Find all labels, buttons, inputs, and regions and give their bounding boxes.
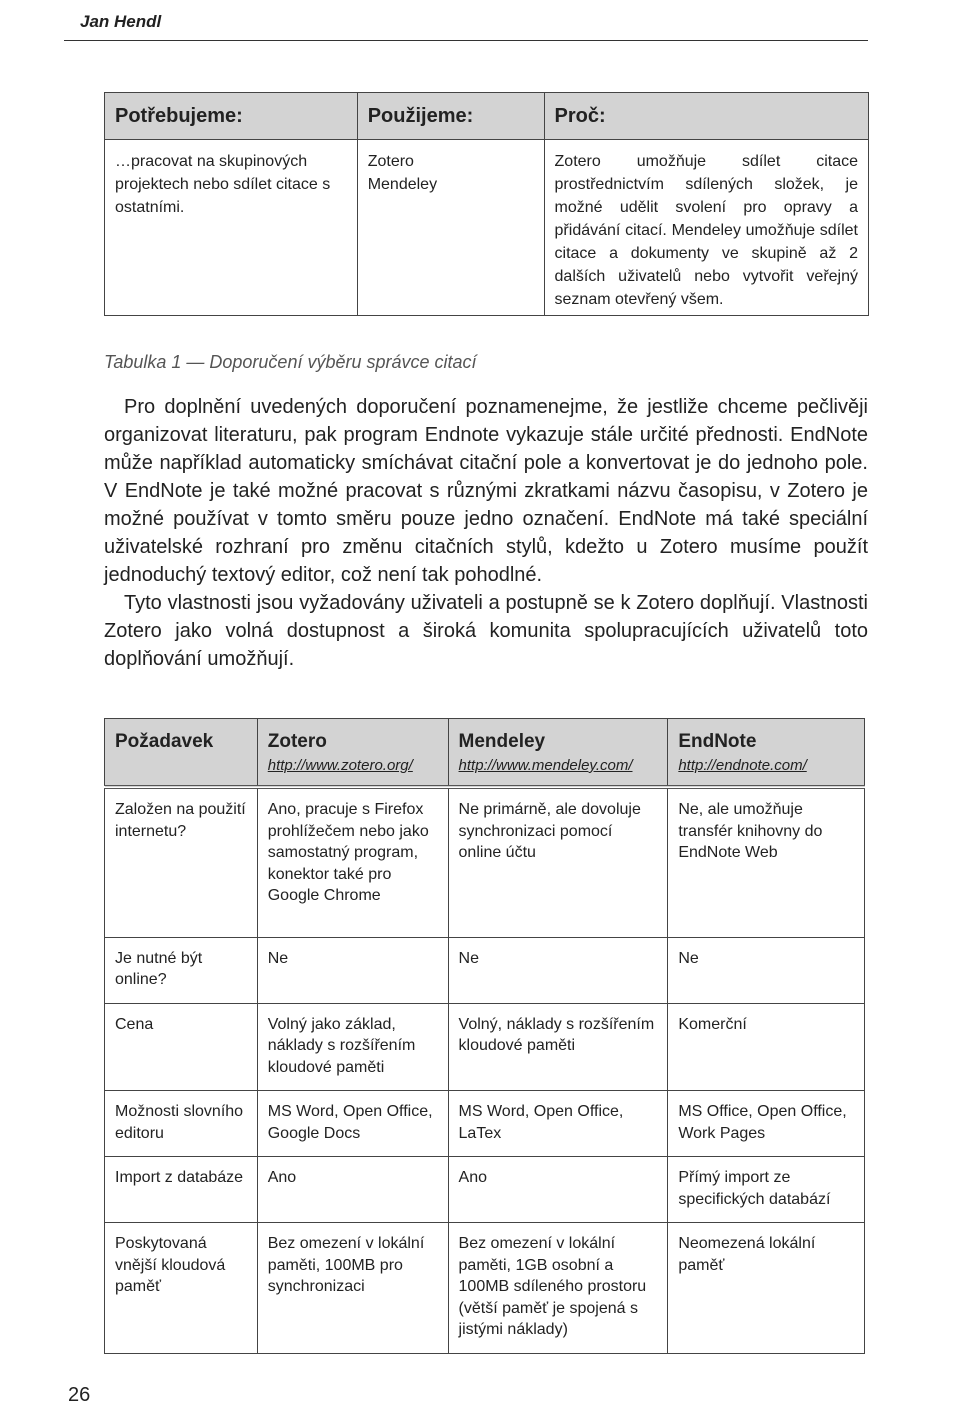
table-cell: Ano, pracuje s Firefox prohlížečem nebo jako samostatný program, konektor také pro Google Chrome	[257, 787, 448, 937]
table-cell: Ne	[448, 937, 668, 1003]
table-cell: Cena	[105, 1003, 258, 1091]
header-cell-use: Použijeme:	[357, 93, 544, 140]
comparison-table	[104, 718, 865, 1354]
table-row	[105, 1003, 865, 1091]
table-cell: Volný jako základ, náklady s rozšířením kloudové paměti	[257, 1003, 448, 1091]
table-cell: Možnosti slovního editoru	[105, 1091, 258, 1157]
header-rule	[64, 40, 868, 41]
zotero-link[interactable]: http://www.zotero.org/	[267, 757, 413, 774]
table-row	[105, 787, 865, 937]
table-cell: Je nutné být online?	[105, 937, 258, 1003]
table-cell: Komerční	[668, 1003, 865, 1091]
running-header-author: Jan Hendl	[80, 12, 162, 31]
table-cell: Poskytovaná vnější kloudová paměť	[105, 1223, 258, 1354]
table-cell: Bez omezení v lokální paměti, 100MB pro synchronizaci	[257, 1223, 448, 1354]
table-row	[105, 140, 869, 316]
cell-need: …pracovat na skupinových projektech nebo sdílet citace s ostatními.	[105, 140, 358, 316]
table-header-row	[105, 719, 865, 788]
table-cell: Ano	[448, 1157, 668, 1223]
table-row	[105, 937, 865, 1003]
endnote-link[interactable]: http://endnote.com/	[678, 757, 807, 774]
cell-why: Zotero umožňuje sdílet citace prostřednictvím sdílených složek, je možné udělit svolení pro opravy a přidávání citací. Mendeley umožňuje sdílet citace a dokumenty ve skupině až 2 dalších uživatelů nebo vytvořit veřejný seznam otevřený všem.	[544, 140, 868, 316]
table-cell: Ano	[257, 1157, 448, 1223]
table-cell: MS Office, Open Office, Work Pages	[668, 1091, 865, 1157]
table-cell: Ne	[257, 937, 448, 1003]
table-cell: Ne, ale umožňuje transfér knihovny do EndNote Web	[668, 787, 865, 937]
table-row	[105, 1157, 865, 1223]
table-cell: Volný, náklady s rozšířením kloudové paměti	[448, 1003, 668, 1091]
table-cell: Ne	[668, 937, 865, 1003]
body-text	[104, 393, 868, 673]
header-cell-requirement: Požadavek	[105, 719, 258, 788]
table-cell: Neomezená lokální paměť	[668, 1223, 865, 1354]
cell-use: Zotero Mendeley	[357, 140, 544, 316]
table-caption: Tabulka 1 — Doporučení výběru správce citací	[104, 352, 477, 372]
mendeley-link[interactable]: http://www.mendeley.com/	[458, 757, 633, 774]
header-cell-endnote: EndNote http://endnote.com/	[668, 719, 865, 788]
table-cell: MS Word, Open Office, Google Docs	[257, 1091, 448, 1157]
table-cell: Přímý import ze specifických databází	[668, 1157, 865, 1223]
table-header-row	[105, 93, 869, 140]
table-cell: Import z databáze	[105, 1157, 258, 1223]
header-cell-need: Potřebujeme:	[105, 93, 358, 140]
table-cell: Založen na použití internetu?	[105, 787, 258, 937]
table-row	[105, 1091, 865, 1157]
paragraph: Pro doplnění uvedených doporučení poznamenejme, že jestliže chceme pečlivěji organizovat literaturu, pak program Endnote vykazuje stále určité přednosti. EndNote může například automaticky smíchávat citační pole a konvertovat je do jednoho pole. V EndNote je také možné pracovat s různými zkratkami názvu časopisu, v Zotero je možné používat v tomto směru pouze jedno označení. EndNote má také speciální uživatelské rozhraní pro změnu citačních stylů, kdežto u Zotero musíme použít jednoduchý textový editor, což není tak pohodlné.	[104, 396, 868, 586]
header-cell-why: Proč:	[544, 93, 868, 140]
table-cell: MS Word, Open Office, LaTex	[448, 1091, 668, 1157]
recommendation-table	[104, 92, 869, 316]
paragraph: Tyto vlastnosti jsou vyžadovány uživateli a postupně se k Zotero doplňují. Vlastnosti Zotero jako volná dostupnost a široká komunita spolupracujících uživatelů toto doplňování umožňují.	[104, 592, 868, 670]
page-number: 26	[68, 1384, 91, 1406]
table-cell: Ne primárně, ale dovoluje synchronizaci pomocí online účtu	[448, 787, 668, 937]
header-cell-zotero: Zotero http://www.zotero.org/	[257, 719, 448, 788]
table-row	[105, 1223, 865, 1354]
header-cell-mendeley: Mendeley http://www.mendeley.com/	[448, 719, 668, 788]
table-cell: Bez omezení v lokální paměti, 1GB osobní a 100MB sdíleného prostoru (větší paměť je spojená s jistými náklady)	[448, 1223, 668, 1354]
